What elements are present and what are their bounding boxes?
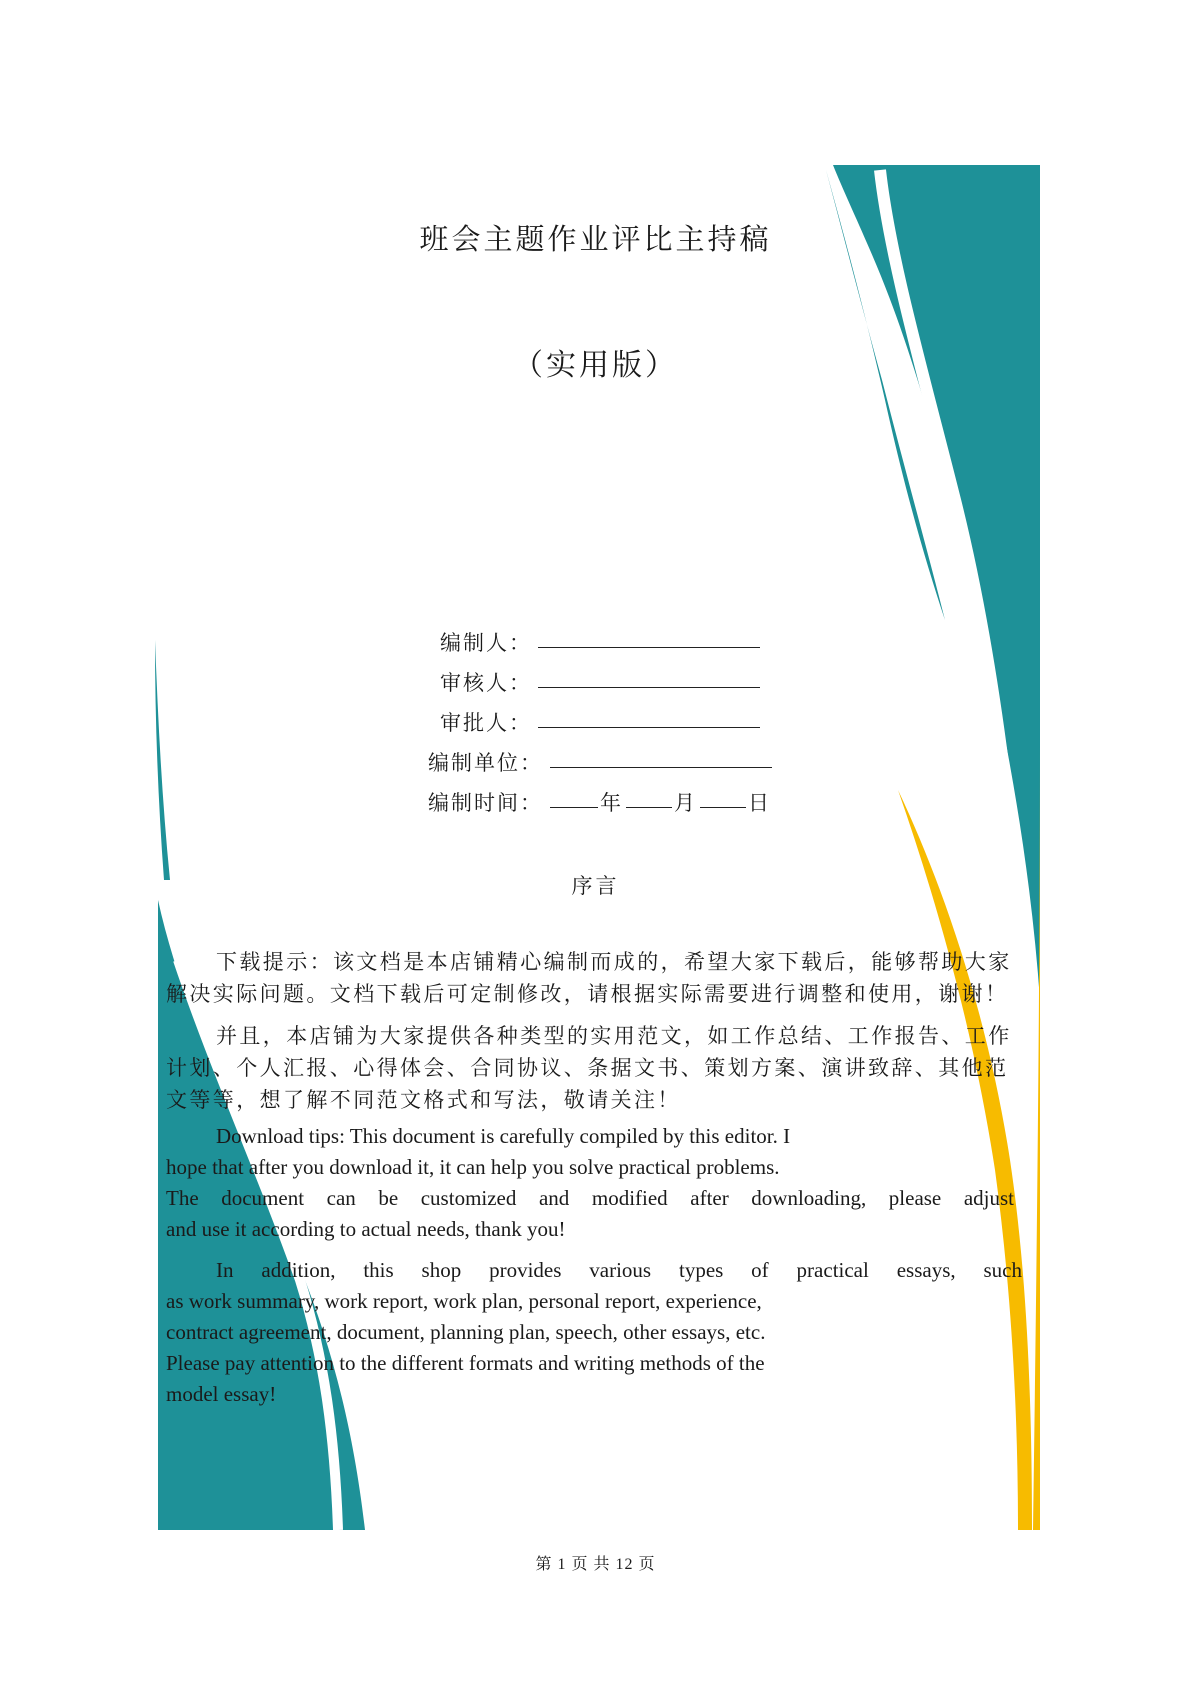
en-para2-line5: model essay!: [166, 1382, 277, 1406]
compiler-blank-line: [538, 627, 760, 648]
en-para2-line1: In addition, this shop provides various types of practical essays, such: [216, 1258, 1022, 1282]
cn-para1-line2: 解决实际问题。文档下载后可定制修改，请根据实际需要进行调整和使用，谢谢！: [166, 982, 1009, 1006]
cn-para2-line2: 计划、个人汇报、心得体会、合同协议、条据文书、策划方案、演讲致辞、其他范: [166, 1056, 1009, 1080]
en-para2-line4: Please pay attention to the different formats and writing methods of the: [166, 1351, 765, 1375]
compiler-label: 编制人：: [440, 631, 532, 655]
left-teal-swoosh: [155, 640, 170, 880]
date-label: 编制时间：: [428, 791, 543, 815]
year-unit: 年: [600, 791, 623, 815]
unit-label: 编制单位：: [428, 751, 543, 775]
month-blank-line: [626, 787, 672, 808]
cn-para1-line1: 下载提示：该文档是本店铺精心编制而成的，希望大家下载后，能够帮助大家: [216, 950, 1012, 974]
en-para1-line1: Download tips: This document is carefully compiled by this editor. I: [216, 1124, 791, 1148]
day-blank-line: [700, 787, 746, 808]
day-unit: 日: [748, 791, 771, 815]
unit-blank-line: [550, 747, 772, 768]
month-unit: 月: [674, 791, 697, 815]
year-blank-line: [550, 787, 598, 808]
approver-label: 审批人：: [440, 711, 532, 735]
en-para2-line3: contract agreement, document, planning plan, speech, other essays, etc.: [166, 1320, 766, 1344]
en-para1-line3: The document can be customized and modified after downloading, please adjust: [166, 1186, 1014, 1210]
cn-para2-line1: 并且，本店铺为大家提供各种类型的实用范文，如工作总结、工作报告、工作: [216, 1024, 1012, 1048]
document-title: 班会主题作业评比主持稿: [419, 222, 772, 257]
en-para1-line4: and use it according to actual needs, thank you!: [166, 1217, 566, 1241]
en-para2-line2: as work summary, work report, work plan, personal report, experience,: [166, 1289, 762, 1313]
reviewer-blank-line: [538, 667, 760, 688]
reviewer-label: 审核人：: [440, 671, 532, 695]
approver-blank-line: [538, 707, 760, 728]
preface-heading: 序言: [571, 874, 620, 898]
document-subtitle: （实用版）: [513, 348, 678, 383]
page-number-footer: 第 1 页 共 12 页: [535, 1556, 656, 1573]
en-para1-line2: hope that after you download it, it can help you solve practical problems.: [166, 1155, 780, 1179]
cn-para2-line3: 文等等，想了解不同范文格式和写法，敬请关注！: [166, 1088, 681, 1112]
